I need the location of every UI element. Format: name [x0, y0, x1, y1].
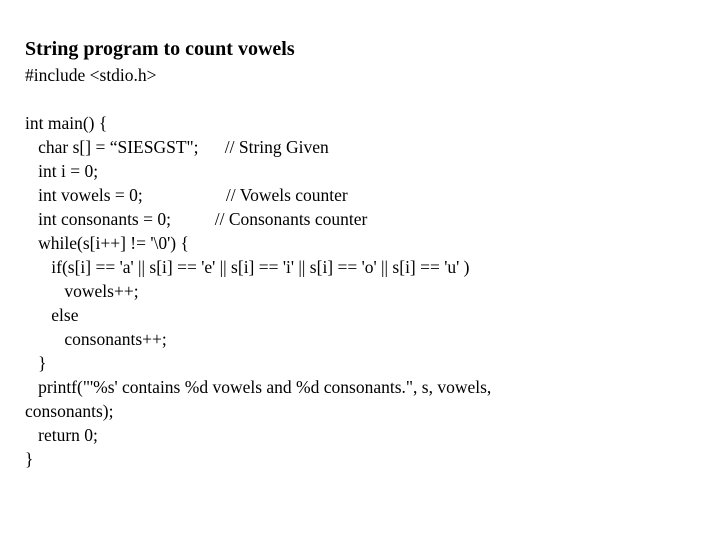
- code-line-main-close: }: [25, 449, 34, 469]
- code-line-while: while(s[i++] != '\0') {: [25, 233, 189, 253]
- code-line-consonants: int consonants = 0; // Consonants counter: [25, 209, 368, 229]
- code-line-vowels-inc: vowels++;: [25, 281, 139, 301]
- code-line-consonants-inc: consonants++;: [25, 329, 167, 349]
- code-line-printf-cont: consonants);: [25, 401, 114, 421]
- code-line-if: if(s[i] == 'a' || s[i] == 'e' || s[i] == 'i' || s[i] == 'o' || s[i] == 'u' ): [25, 257, 470, 277]
- slide-title: String program to count vowels: [25, 38, 295, 60]
- code-line-printf: printf("'%s' contains %d vowels and %d consonants.", s, vowels,: [25, 377, 492, 397]
- code-line-main: int main() {: [25, 113, 108, 133]
- code-line-else: else: [25, 305, 79, 325]
- code-line-include: #include <stdio.h>: [25, 65, 157, 85]
- code-line-return: return 0;: [25, 425, 98, 445]
- code-line-int-i: int i = 0;: [25, 161, 99, 181]
- code-line-char-s: char s[] = “SIESGST"; // String Given: [25, 137, 329, 157]
- code-line-vowels: int vowels = 0; // Vowels counter: [25, 185, 348, 205]
- code-line-while-close: }: [25, 353, 47, 373]
